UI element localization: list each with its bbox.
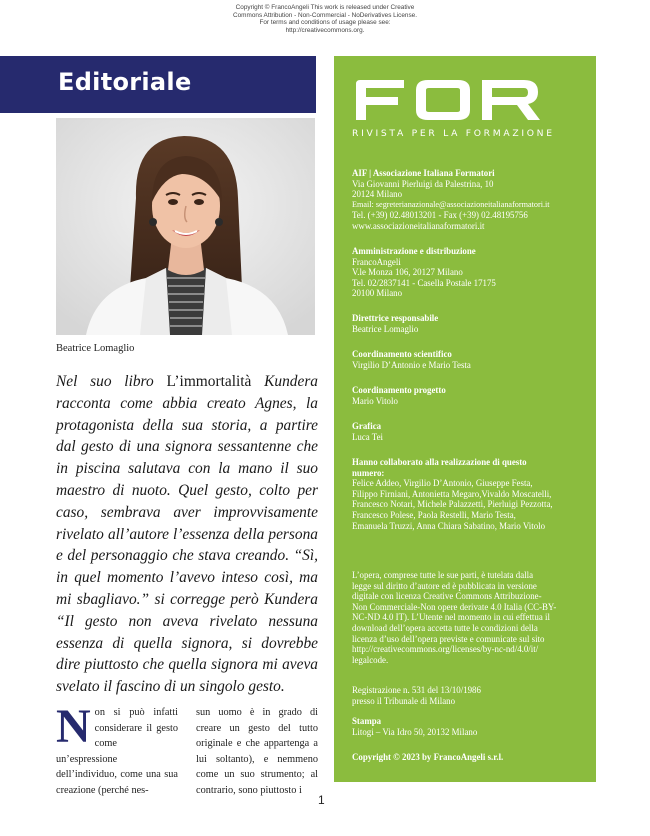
license-line: legalcode. (352, 654, 389, 665)
license-line: download dell’opera accetta tutte le condizioni della (352, 622, 538, 633)
contributors-line: Francesco Notari, Michele Palazzetti, Pierluigi Pezzotta, (352, 499, 553, 510)
license-line: L’opera, comprese tutte le sue parti, è tutelata dalla (352, 570, 534, 580)
photo-caption: Beatrice Lomaglio (56, 343, 135, 354)
license-line: digitale con licenza Creative Commons Attribuzione- (352, 591, 542, 602)
author-photo (56, 118, 315, 335)
publisher-address: Via Giovanni Pierluigi da Palestrina, 10 (352, 178, 494, 189)
registration-line: presso il Tribunale di Milano (352, 695, 456, 706)
copyright-line: http://creativecommons.org. (285, 26, 365, 34)
portrait-illustration (56, 118, 315, 335)
copyright-line: Copyright © FrancoAngeli This work is released under Creative (235, 4, 415, 11)
administration-line: 20100 Milano (352, 288, 403, 299)
administration-line: Tel. 02/2837141 - Casella Postale 17175 (352, 277, 496, 288)
director-heading: Direttrice responsabile (352, 313, 439, 323)
article-body (56, 700, 318, 796)
body-column-1-text: on si può infatti considerare il gesto come un’espressione dell’individuo, come una sua creazione (perché nes- (56, 707, 178, 796)
contributors-heading: Hanno collaborato alla realizzazione di questo (352, 457, 527, 467)
body-column-1 (56, 700, 178, 799)
graphics-name: Luca Tei (352, 431, 384, 442)
body-column-2 (196, 705, 318, 799)
section-title: Editoriale (58, 68, 192, 96)
lead-paragraph (56, 371, 318, 698)
license-line: NC-ND 4.0 IT). L’Utente nel momento in cui effettua il (352, 612, 550, 623)
contributors-heading: numero: (352, 467, 385, 478)
project-coordination-name: Mario Vitolo (352, 395, 398, 406)
license-line: Non Commerciale-Non opere derivate 4.0 Italia (CC-BY- (352, 601, 557, 612)
print-heading: Stampa (352, 716, 382, 726)
graphics-block (352, 421, 588, 442)
scientific-coordination-heading: Coordinamento scientifico (352, 349, 452, 359)
project-coordination-heading: Coordinamento progetto (352, 385, 446, 395)
copyright-line: For terms and conditions of usage please see: (259, 19, 391, 27)
graphics-heading: Grafica (352, 421, 382, 431)
director-name: Beatrice Lomaglio (352, 323, 419, 334)
administration-line: V.le Monza 106, 20127 Milano (352, 267, 463, 278)
project-coordination-block (352, 385, 588, 406)
license-line: legge sul diritto d’autore ed è pubblicata in versione (352, 580, 537, 591)
contributors-line: Filippo Firniani, Antonietta Megaro,Vivaldo Moscatelli, (352, 488, 552, 499)
director-block (352, 313, 588, 334)
section-header-band (0, 56, 316, 113)
administration-block (352, 246, 588, 299)
contributors-block (352, 457, 588, 531)
license-block (352, 570, 588, 665)
lead-text-body: Kundera racconta come abbia creato Agnes, la protagonista della sua storia, a partire dal gesto di una signora sessantenne che in piscina salutava con la mano il suo maestro di nuoto. Quel gesto, colto per caso, sembrava aver improvvisamente rivelato all’autore l’essenza della persona e del personaggio che stava creando. “Sì, in quel momento l’avevo inteso così, ma mi sbagliavo.” si corregge però Kundera “Il gesto non aveva rivelato nessuna essenza di quella signora, si dovrebbe dire piuttosto che quella signora mi aveva svelato il fascino di un singolo gesto. (56, 373, 319, 696)
for-logo (352, 78, 542, 122)
administration-heading: Amministrazione e distribuzione (352, 246, 476, 256)
publisher-phone: Tel. (+39) 02.48013201 - Fax (+39) 02.48195756 (352, 210, 528, 221)
print-info: Litogi – Via Idro 50, 20132 Milano (352, 726, 478, 737)
contributors-line: Emanuela Truzzi, Anna Chiara Sabatino, Mario Vitolo (352, 520, 546, 531)
publisher-block (352, 168, 588, 232)
copyright-block (352, 752, 588, 763)
drop-cap: N (56, 700, 91, 753)
scientific-coordination-names: Virgilio D’Antonio e Mario Testa (352, 359, 471, 370)
scientific-coordination-block (352, 349, 588, 370)
contributors-line: Felice Addeo, Virgilio D’Antonio, Giuseppe Festa, (352, 478, 533, 489)
body-column-2-text: sun uomo è in grado di creare un gesto del tutto originale e che appartenga a lui soltanto), e nemmeno come un suo strumento; al contrario, sono piuttosto i (196, 707, 318, 796)
publisher-name: AIF | Associazione Italiana Formatori (352, 168, 495, 178)
license-line: licenza d’uso dell’opera previste e comunicate sul sito (352, 633, 545, 644)
publisher-email: Email: segreterianazionale@associazioneitalianaformatori.it (352, 199, 550, 209)
publisher-city: 20124 Milano (352, 189, 403, 200)
registration-block (352, 685, 588, 706)
page-number: 1 (318, 793, 325, 807)
copyright-line: Commons Attribution - Non-Commercial - NoDerivatives License. (233, 11, 417, 19)
lead-text-start: Nel suo libro (56, 373, 167, 390)
registration-line: Registrazione n. 531 del 13/10/1986 (352, 685, 481, 695)
masthead-panel (334, 56, 596, 782)
journal-copyright: Copyright © 2023 by FrancoAngeli s.r.l. (352, 752, 504, 762)
license-url: http://creativecommons.org/licenses/by-nc-nd/4.0/it/ (352, 644, 539, 655)
book-title: L’immortalità (166, 373, 252, 390)
copyright-notice (215, 4, 435, 34)
administration-line: FrancoAngeli (352, 256, 401, 267)
contributors-line: Francesco Polese, Paola Restelli, Mario Testa, (352, 509, 516, 520)
journal-tagline: RIVISTA PER LA FORMAZIONE (352, 128, 555, 139)
publisher-website: www.associazioneitalianaformatori.it (352, 220, 485, 231)
print-block (352, 716, 588, 737)
